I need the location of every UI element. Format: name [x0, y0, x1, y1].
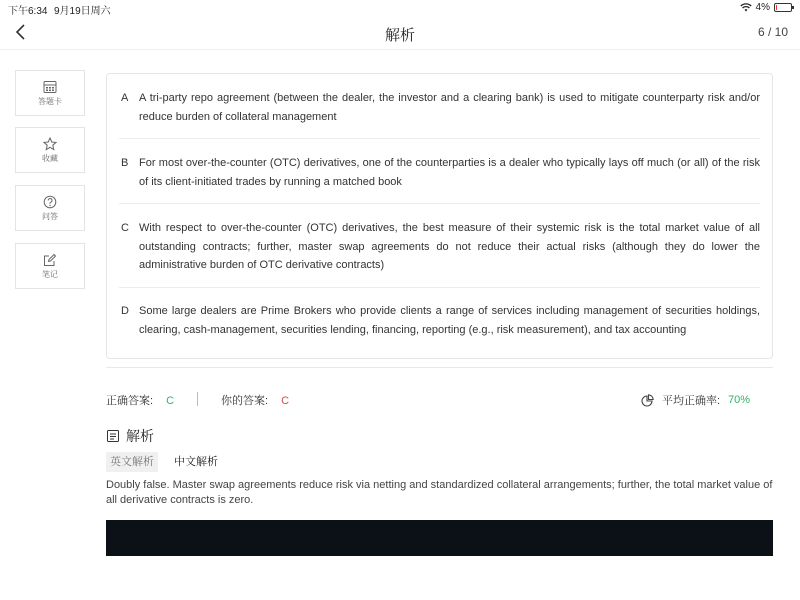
option-text: A tri-party repo agreement (between the dealer, the investor and a clearing bank) is used to mitigate counterparty risk and/or reduce burden of collateral management	[139, 92, 760, 123]
option-text: For most over-the-counter (OTC) derivatives, one of the counterparties is a dealer who typically lays off much (or all) of the risk of its client-initiated trades by running a matched book	[139, 157, 760, 188]
sidebar-answer-card-button[interactable]	[15, 70, 85, 116]
correct-answer	[106, 392, 174, 408]
option-letter: C	[121, 222, 129, 234]
option-d[interactable]	[119, 302, 760, 339]
option-b[interactable]	[119, 154, 760, 191]
sidebar-qa-button[interactable]	[15, 185, 85, 231]
divider	[119, 138, 760, 139]
question-icon	[43, 195, 57, 209]
star-icon	[43, 137, 57, 151]
average-accuracy-label: 平均正确率:	[662, 395, 721, 407]
document-icon	[106, 429, 120, 443]
sidebar-item-label: 笔记	[42, 270, 58, 279]
status-bar	[0, 0, 800, 16]
tab-chinese-explanation[interactable]: 中文解析	[174, 456, 218, 468]
sidebar-item-label: 收藏	[42, 154, 58, 163]
explanation-heading	[106, 426, 154, 446]
wifi-icon	[740, 3, 752, 12]
correct-answer-value: C	[166, 395, 175, 407]
option-letter: D	[121, 305, 129, 317]
divider	[119, 287, 760, 288]
tab-english-explanation[interactable]: 英文解析	[106, 452, 158, 472]
section-divider	[106, 367, 773, 368]
video-player[interactable]	[106, 520, 773, 556]
option-text: With respect to over-the-counter (OTC) derivatives, the best measure of their systemic risk is the total market value of all outstanding contracts; further, master swap agreements do not reduce their actual risks (although they do lower the administrative burden of OTC derivative contracts)	[139, 222, 760, 271]
options-card	[106, 73, 773, 359]
pie-chart-icon	[641, 394, 654, 407]
your-answer	[221, 392, 289, 408]
correct-answer-label: 正确答案:	[106, 395, 154, 407]
option-letter: B	[121, 157, 129, 169]
option-c[interactable]	[119, 219, 760, 275]
answer-separator	[197, 392, 198, 406]
average-accuracy	[641, 392, 750, 408]
your-answer-value: C	[281, 395, 290, 407]
your-answer-label: 你的答案:	[221, 395, 269, 407]
option-letter: A	[121, 92, 129, 104]
sidebar-favorite-button[interactable]	[15, 127, 85, 173]
nav-bar	[0, 16, 800, 50]
explanation-text: Doubly false. Master swap agreements reduce risk via netting and standardized collateral arrangements; further, the total market value of all derivative contracts is zero.	[106, 479, 773, 506]
sidebar-item-label: 答题卡	[38, 97, 62, 106]
status-date: 9月19日周六	[54, 6, 111, 17]
average-accuracy-value: 70%	[728, 394, 751, 406]
option-text: Some large dealers are Prime Brokers who provide clients a range of services including management of securities holdings, clearing, cash-management, securities lending, financing, reporting (e.g., risk measurement), and tax accounting	[139, 305, 760, 336]
divider	[119, 203, 760, 204]
sidebar-notes-button[interactable]	[15, 243, 85, 289]
explanation-title: 解析	[126, 428, 154, 444]
battery-percent: 4%	[755, 2, 770, 13]
answer-card-icon	[43, 80, 57, 94]
option-a[interactable]	[119, 89, 760, 126]
page-title: 解析	[384, 27, 415, 44]
status-right	[740, 2, 792, 13]
battery-icon	[774, 3, 792, 12]
note-edit-icon	[43, 253, 57, 267]
sidebar-item-label: 问答	[42, 212, 58, 221]
status-time: 下午6:34	[8, 6, 48, 17]
page-counter: 6 / 10	[757, 25, 788, 39]
